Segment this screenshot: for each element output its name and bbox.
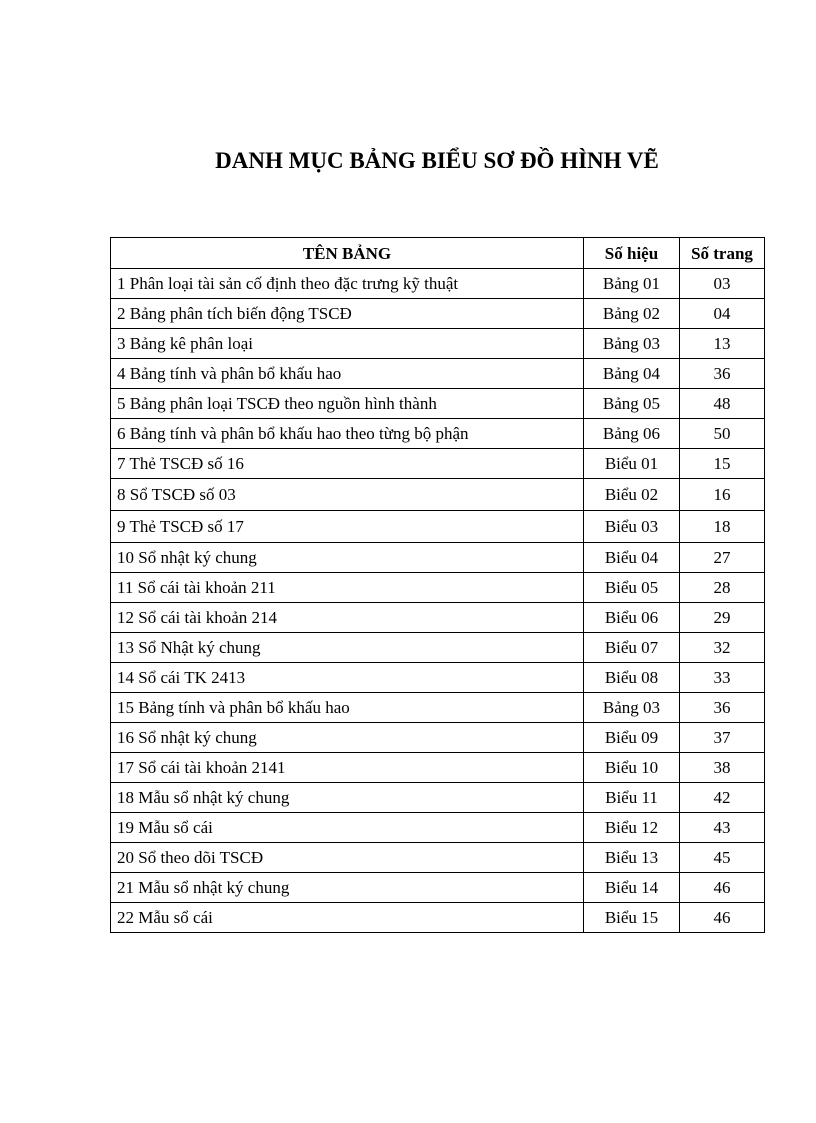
- row-code-cell: Bảng 06: [584, 419, 680, 449]
- table-row: [111, 783, 765, 813]
- row-page-cell: 28: [680, 573, 765, 603]
- row-page-cell: 48: [680, 389, 765, 419]
- table-row: [111, 511, 765, 543]
- table-row: [111, 663, 765, 693]
- row-name-cell: 21 Mẫu sổ nhật ký chung: [111, 873, 584, 903]
- table-row: [111, 753, 765, 783]
- table-row: [111, 419, 765, 449]
- row-page-cell: 16: [680, 479, 765, 511]
- table-of-contents: [110, 237, 765, 933]
- row-page-cell: 38: [680, 753, 765, 783]
- row-page-cell: 27: [680, 543, 765, 573]
- row-code-cell: Bảng 04: [584, 359, 680, 389]
- table-row: [111, 543, 765, 573]
- row-code-cell: Biểu 11: [584, 783, 680, 813]
- row-name-cell: 5 Bảng phân loại TSCĐ theo nguồn hình thành: [111, 389, 584, 419]
- row-name-cell: 7 Thẻ TSCĐ số 16: [111, 449, 584, 479]
- row-code-cell: Biểu 14: [584, 873, 680, 903]
- table-row: [111, 389, 765, 419]
- table-row: [111, 573, 765, 603]
- header-code: Số hiệu: [584, 238, 680, 269]
- row-code-cell: Biểu 01: [584, 449, 680, 479]
- row-name-cell: 22 Mẫu sổ cái: [111, 903, 584, 933]
- row-page-cell: 42: [680, 783, 765, 813]
- row-code-cell: Biểu 07: [584, 633, 680, 663]
- row-code-cell: Biểu 05: [584, 573, 680, 603]
- row-name-cell: 19 Mẫu sổ cái: [111, 813, 584, 843]
- row-code-cell: Bảng 03: [584, 329, 680, 359]
- row-page-cell: 46: [680, 903, 765, 933]
- table-row: [111, 693, 765, 723]
- row-name-cell: 2 Bảng phân tích biến động TSCĐ: [111, 299, 584, 329]
- row-name-cell: 9 Thẻ TSCĐ số 17: [111, 511, 584, 543]
- row-name-cell: 4 Bảng tính và phân bổ khấu hao: [111, 359, 584, 389]
- row-page-cell: 18: [680, 511, 765, 543]
- row-name-cell: 11 Sổ cái tài khoản 211: [111, 573, 584, 603]
- row-code-cell: Bảng 01: [584, 269, 680, 299]
- row-page-cell: 37: [680, 723, 765, 753]
- row-name-cell: 16 Sổ nhật ký chung: [111, 723, 584, 753]
- row-name-cell: 14 Sổ cái TK 2413: [111, 663, 584, 693]
- row-code-cell: Bảng 02: [584, 299, 680, 329]
- header-name: TÊN BẢNG: [111, 238, 584, 269]
- row-code-cell: Bảng 05: [584, 389, 680, 419]
- table-row: [111, 329, 765, 359]
- table-row: [111, 479, 765, 511]
- row-name-cell: 18 Mẫu sổ nhật ký chung: [111, 783, 584, 813]
- row-page-cell: 29: [680, 603, 765, 633]
- row-code-cell: Biểu 02: [584, 479, 680, 511]
- row-page-cell: 36: [680, 359, 765, 389]
- row-code-cell: Biểu 04: [584, 543, 680, 573]
- row-code-cell: Biểu 06: [584, 603, 680, 633]
- row-page-cell: 13: [680, 329, 765, 359]
- row-page-cell: 46: [680, 873, 765, 903]
- row-page-cell: 43: [680, 813, 765, 843]
- row-page-cell: 50: [680, 419, 765, 449]
- row-code-cell: Biểu 15: [584, 903, 680, 933]
- row-name-cell: 12 Sổ cái tài khoản 214: [111, 603, 584, 633]
- table-body: [111, 269, 765, 933]
- header-page: Số trang: [680, 238, 765, 269]
- row-name-cell: 10 Sổ nhật ký chung: [111, 543, 584, 573]
- table-header: [111, 238, 765, 269]
- header-row: [111, 238, 765, 269]
- row-name-cell: 1 Phân loại tài sản cố định theo đặc trưng kỹ thuật: [111, 269, 584, 299]
- row-name-cell: 20 Sổ theo dõi TSCĐ: [111, 843, 584, 873]
- row-page-cell: 33: [680, 663, 765, 693]
- table-row: [111, 449, 765, 479]
- row-page-cell: 32: [680, 633, 765, 663]
- row-code-cell: Biểu 03: [584, 511, 680, 543]
- table-row: [111, 633, 765, 663]
- table-row: [111, 359, 765, 389]
- row-name-cell: 17 Sổ cái tài khoản 2141: [111, 753, 584, 783]
- row-page-cell: 04: [680, 299, 765, 329]
- row-name-cell: 6 Bảng tính và phân bổ khấu hao theo từng bộ phận: [111, 419, 584, 449]
- table-row: [111, 873, 765, 903]
- row-code-cell: Bảng 03: [584, 693, 680, 723]
- row-name-cell: 13 Sổ Nhật ký chung: [111, 633, 584, 663]
- table-row: [111, 723, 765, 753]
- row-page-cell: 15: [680, 449, 765, 479]
- row-code-cell: Biểu 08: [584, 663, 680, 693]
- row-code-cell: Biểu 10: [584, 753, 680, 783]
- table-row: [111, 843, 765, 873]
- row-name-cell: 8 Sổ TSCĐ số 03: [111, 479, 584, 511]
- row-page-cell: 03: [680, 269, 765, 299]
- table-row: [111, 269, 765, 299]
- row-page-cell: 36: [680, 693, 765, 723]
- table-row: [111, 299, 765, 329]
- row-name-cell: 15 Bảng tính và phân bổ khấu hao: [111, 693, 584, 723]
- table-row: [111, 603, 765, 633]
- row-code-cell: Biểu 09: [584, 723, 680, 753]
- table-row: [111, 903, 765, 933]
- row-code-cell: Biểu 12: [584, 813, 680, 843]
- table-row: [111, 813, 765, 843]
- page-title: DANH MỤC BẢNG BIỂU SƠ ĐỒ HÌNH VẼ: [215, 148, 659, 173]
- row-code-cell: Biểu 13: [584, 843, 680, 873]
- row-page-cell: 45: [680, 843, 765, 873]
- row-name-cell: 3 Bảng kê phân loại: [111, 329, 584, 359]
